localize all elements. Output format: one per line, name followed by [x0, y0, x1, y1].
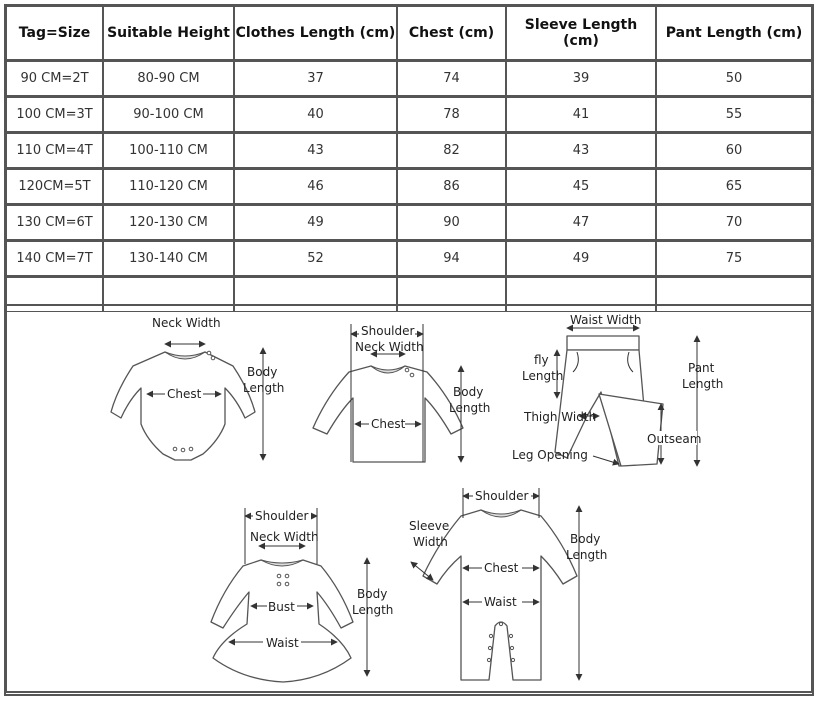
table-cell: 74 — [397, 60, 506, 96]
table-cell: 37 — [234, 60, 397, 96]
pants-waistband — [567, 336, 639, 350]
shirt-neck-width-label: Neck Width — [355, 340, 424, 354]
size-table — [6, 6, 812, 312]
bodysuit-length-label: Length — [243, 381, 285, 395]
table-cell: 120CM=5T — [6, 168, 103, 204]
table-cell: 90 — [397, 204, 506, 240]
shirt-illustration — [313, 324, 490, 462]
dress-outline — [211, 560, 353, 682]
table-row — [6, 96, 812, 132]
table-cell: 90 CM=2T — [6, 60, 103, 96]
table-cell: 100-110 CM — [103, 132, 234, 168]
romper-body-label: Body — [570, 532, 601, 546]
table-cell: 70 — [656, 204, 812, 240]
table-cell: 55 — [656, 96, 812, 132]
header-chest: Chest (cm) — [397, 6, 506, 60]
table-header-row — [6, 6, 812, 60]
header-tag-size: Tag=Size — [6, 6, 103, 60]
table-cell: 50 — [656, 60, 812, 96]
header-sleeve-length: Sleeve Length (cm) — [506, 6, 656, 60]
shirt-outline — [313, 366, 463, 462]
pants-pant-length-label: Length — [682, 377, 724, 391]
table-cell: 49 — [506, 240, 656, 276]
table-cell: 43 — [234, 132, 397, 168]
table-row — [6, 240, 812, 276]
dress-neck-width-label: Neck Width — [250, 530, 319, 544]
shirt-shoulder-label: Shoulder — [361, 324, 415, 338]
table-cell: 140 CM=7T — [6, 240, 103, 276]
table-cell: 75 — [656, 240, 812, 276]
measurement-diagram-panel — [6, 304, 812, 692]
table-cell: 120-130 CM — [103, 204, 234, 240]
header-clothes-length: Clothes Length (cm) — [234, 6, 397, 60]
pants-pant-label: Pant — [688, 361, 715, 375]
dress-waist-label: Waist — [266, 636, 299, 650]
table-cell: 45 — [506, 168, 656, 204]
pants-outseam-label: Outseam — [647, 432, 702, 446]
table-cell: 41 — [506, 96, 656, 132]
shirt-length-label: Length — [449, 401, 491, 415]
romper-shoulder-label: Shoulder — [475, 489, 529, 503]
pants-thigh-width-label: Thigh Width — [524, 410, 597, 424]
table-cell: 110-120 CM — [103, 168, 234, 204]
table-cell: 52 — [234, 240, 397, 276]
pants-fly-length-label: Length — [522, 369, 564, 383]
romper-illustration — [409, 488, 607, 680]
table-cell: 60 — [656, 132, 812, 168]
dress-bust-label: Bust — [268, 600, 295, 614]
bottom-rule — [6, 692, 812, 693]
table-cell: 40 — [234, 96, 397, 132]
table-cell: 94 — [397, 240, 506, 276]
bodysuit-chest-label: Chest — [167, 387, 202, 401]
pants-illustration — [512, 313, 723, 466]
dress-illustration — [211, 508, 393, 682]
table-cell: 82 — [397, 132, 506, 168]
table-cell: 100 CM=3T — [6, 96, 103, 132]
table-cell: 130-140 CM — [103, 240, 234, 276]
table-row — [6, 204, 812, 240]
table-cell: 49 — [234, 204, 397, 240]
bodysuit-body-label: Body — [247, 365, 278, 379]
table-row — [6, 132, 812, 168]
pants-leg-folded — [599, 394, 663, 466]
table-cell: 43 — [506, 132, 656, 168]
table-cell: 110 CM=4T — [6, 132, 103, 168]
romper-waist-label: Waist — [484, 595, 517, 609]
bodysuit-illustration — [111, 316, 284, 460]
measurement-diagram — [7, 306, 813, 694]
shirt-body-label: Body — [453, 385, 484, 399]
bodysuit-neck-width-label: Neck Width — [152, 316, 221, 330]
pants-leg-opening-label: Leg Opening — [512, 448, 588, 462]
table-cell: 130 CM=6T — [6, 204, 103, 240]
romper-chest-label: Chest — [484, 561, 519, 575]
header-pant-length: Pant Length (cm) — [656, 6, 812, 60]
table-cell: 80-90 CM — [103, 60, 234, 96]
shirt-chest-label: Chest — [371, 417, 406, 431]
romper-length-label: Length — [566, 548, 608, 562]
table-row — [6, 60, 812, 96]
pants-waist-width-label: Waist Width — [570, 313, 642, 327]
bodysuit-outline — [111, 352, 255, 460]
romper-sleeve-label: Sleeve — [409, 519, 450, 533]
table-cell: 90-100 CM — [103, 96, 234, 132]
romper-sleeve-width-label: Width — [413, 535, 448, 549]
table-cell: 86 — [397, 168, 506, 204]
table-cell: 47 — [506, 204, 656, 240]
header-suitable-height: Suitable Height — [103, 6, 234, 60]
table-cell: 78 — [397, 96, 506, 132]
table-cell: 65 — [656, 168, 812, 204]
table-cell: 39 — [506, 60, 656, 96]
pants-fly-label: fly — [534, 353, 549, 367]
dress-body-label: Body — [357, 587, 388, 601]
dress-shoulder-label: Shoulder — [255, 509, 309, 523]
table-row — [6, 168, 812, 204]
dress-length-label: Length — [352, 603, 394, 617]
table-cell: 46 — [234, 168, 397, 204]
